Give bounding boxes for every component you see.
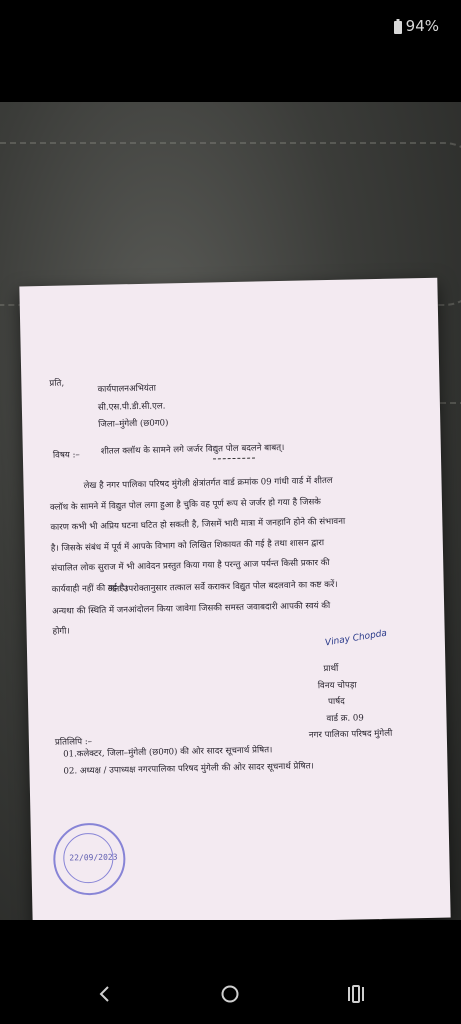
stamp-date: 22/09/2023 [69,852,118,863]
office-stamp [53,822,126,895]
signoff-line: वार्ड क्र. 09 [326,713,364,724]
status-bar [0,0,461,50]
paragraph-line: संचालित लोक सुराज में भी आवेदन प्रस्तुत किया गया है परन्तु आज पर्यन्त किसी प्रकार की [51,558,330,575]
paragraph-line: है। जिसके संबंध में पूर्व में आपके विभाग को लिखित शिकायत की गई है तथा शासन द्वारा [50,537,325,554]
navigation-bar [0,960,461,1024]
battery-icon [394,19,402,34]
battery-percent: 94% [405,17,439,35]
signoff-line: प्रार्थी [323,663,339,675]
signoff-block [308,663,393,747]
back-icon [97,985,111,1003]
paragraph-line: कारण कभी भी अप्रिय घटना घटित हो सकती है, जिसमें भारी मात्रा में जनहानि होने की संभावना [50,516,346,534]
letter-document [19,278,450,920]
subject-label: विषय :– [52,450,80,461]
cc-list [63,744,314,782]
paragraph-line: अन्यथा की स्थिति में जनआंदोलन किया जावेगा जिसकी समस्त जवाबदारी आपकी स्वयं की [52,600,331,617]
paragraph-line: कार्यवाही नहीं की गई है। [51,583,128,595]
photo-viewer[interactable] [0,102,461,920]
subject-text: शीतल क्लॉथ के सामने लगे जर्जर विद्युत पोल बदलने बाबत्। [100,442,285,457]
cc-item: 02. अध्यक्ष / उपाध्यक्ष नगरपालिका परिषद मुंगेली की ओर सादर सूचनार्थ प्रेषित। [63,760,314,777]
pratilipi-label: प्रतिलिपि :– [54,737,93,748]
paragraph-line: अतः उपरोक्तानुसार तत्काल सर्वे कराकर विद्युत पोल बदलवाने का कष्ट करें। [107,579,338,595]
paragraph-line: क्लॉथ के सामने में विद्युत पोल लगा हुआ है चुकि वह पूर्ण रूप से जर्जर हो गया है जिसके [49,496,321,513]
paragraph-line: होगी। [52,626,70,638]
paragraph-line: लेख है नगर पालिका परिषद मुंगेली क्षेत्रांतर्गत वार्ड क्रमांक 09 गांधी वार्ड में शीतल [83,475,333,492]
address-line: जिला–मुंगेली (छ0ग0) [98,418,169,431]
back-button[interactable] [90,980,118,1008]
home-button[interactable] [216,980,244,1008]
recipient-address [97,383,168,437]
signoff-line: नगर पालिका परिषद मुंगेली [308,729,393,741]
handwritten-signature: Vinay Chopda [324,628,388,649]
address-line: कार्यपालनअभियंता [97,383,157,395]
signoff-line: विनय चोपड़ा [317,680,357,691]
recents-icon [346,985,366,1003]
address-line: सी.एस.पी.डी.सी.एल. [97,401,166,413]
recents-button[interactable] [342,980,370,1008]
prati-label: प्रति, [49,378,65,389]
cc-item: 01.कलेक्टर, जिला–मुंगेली (छ0ग0) की ओर सादर सूचनार्थ प्रेषित। [63,745,273,760]
battery-indicator [394,17,439,35]
subject-underline [213,458,255,460]
home-icon [220,984,240,1004]
signoff-line: पार्षद [328,696,345,708]
